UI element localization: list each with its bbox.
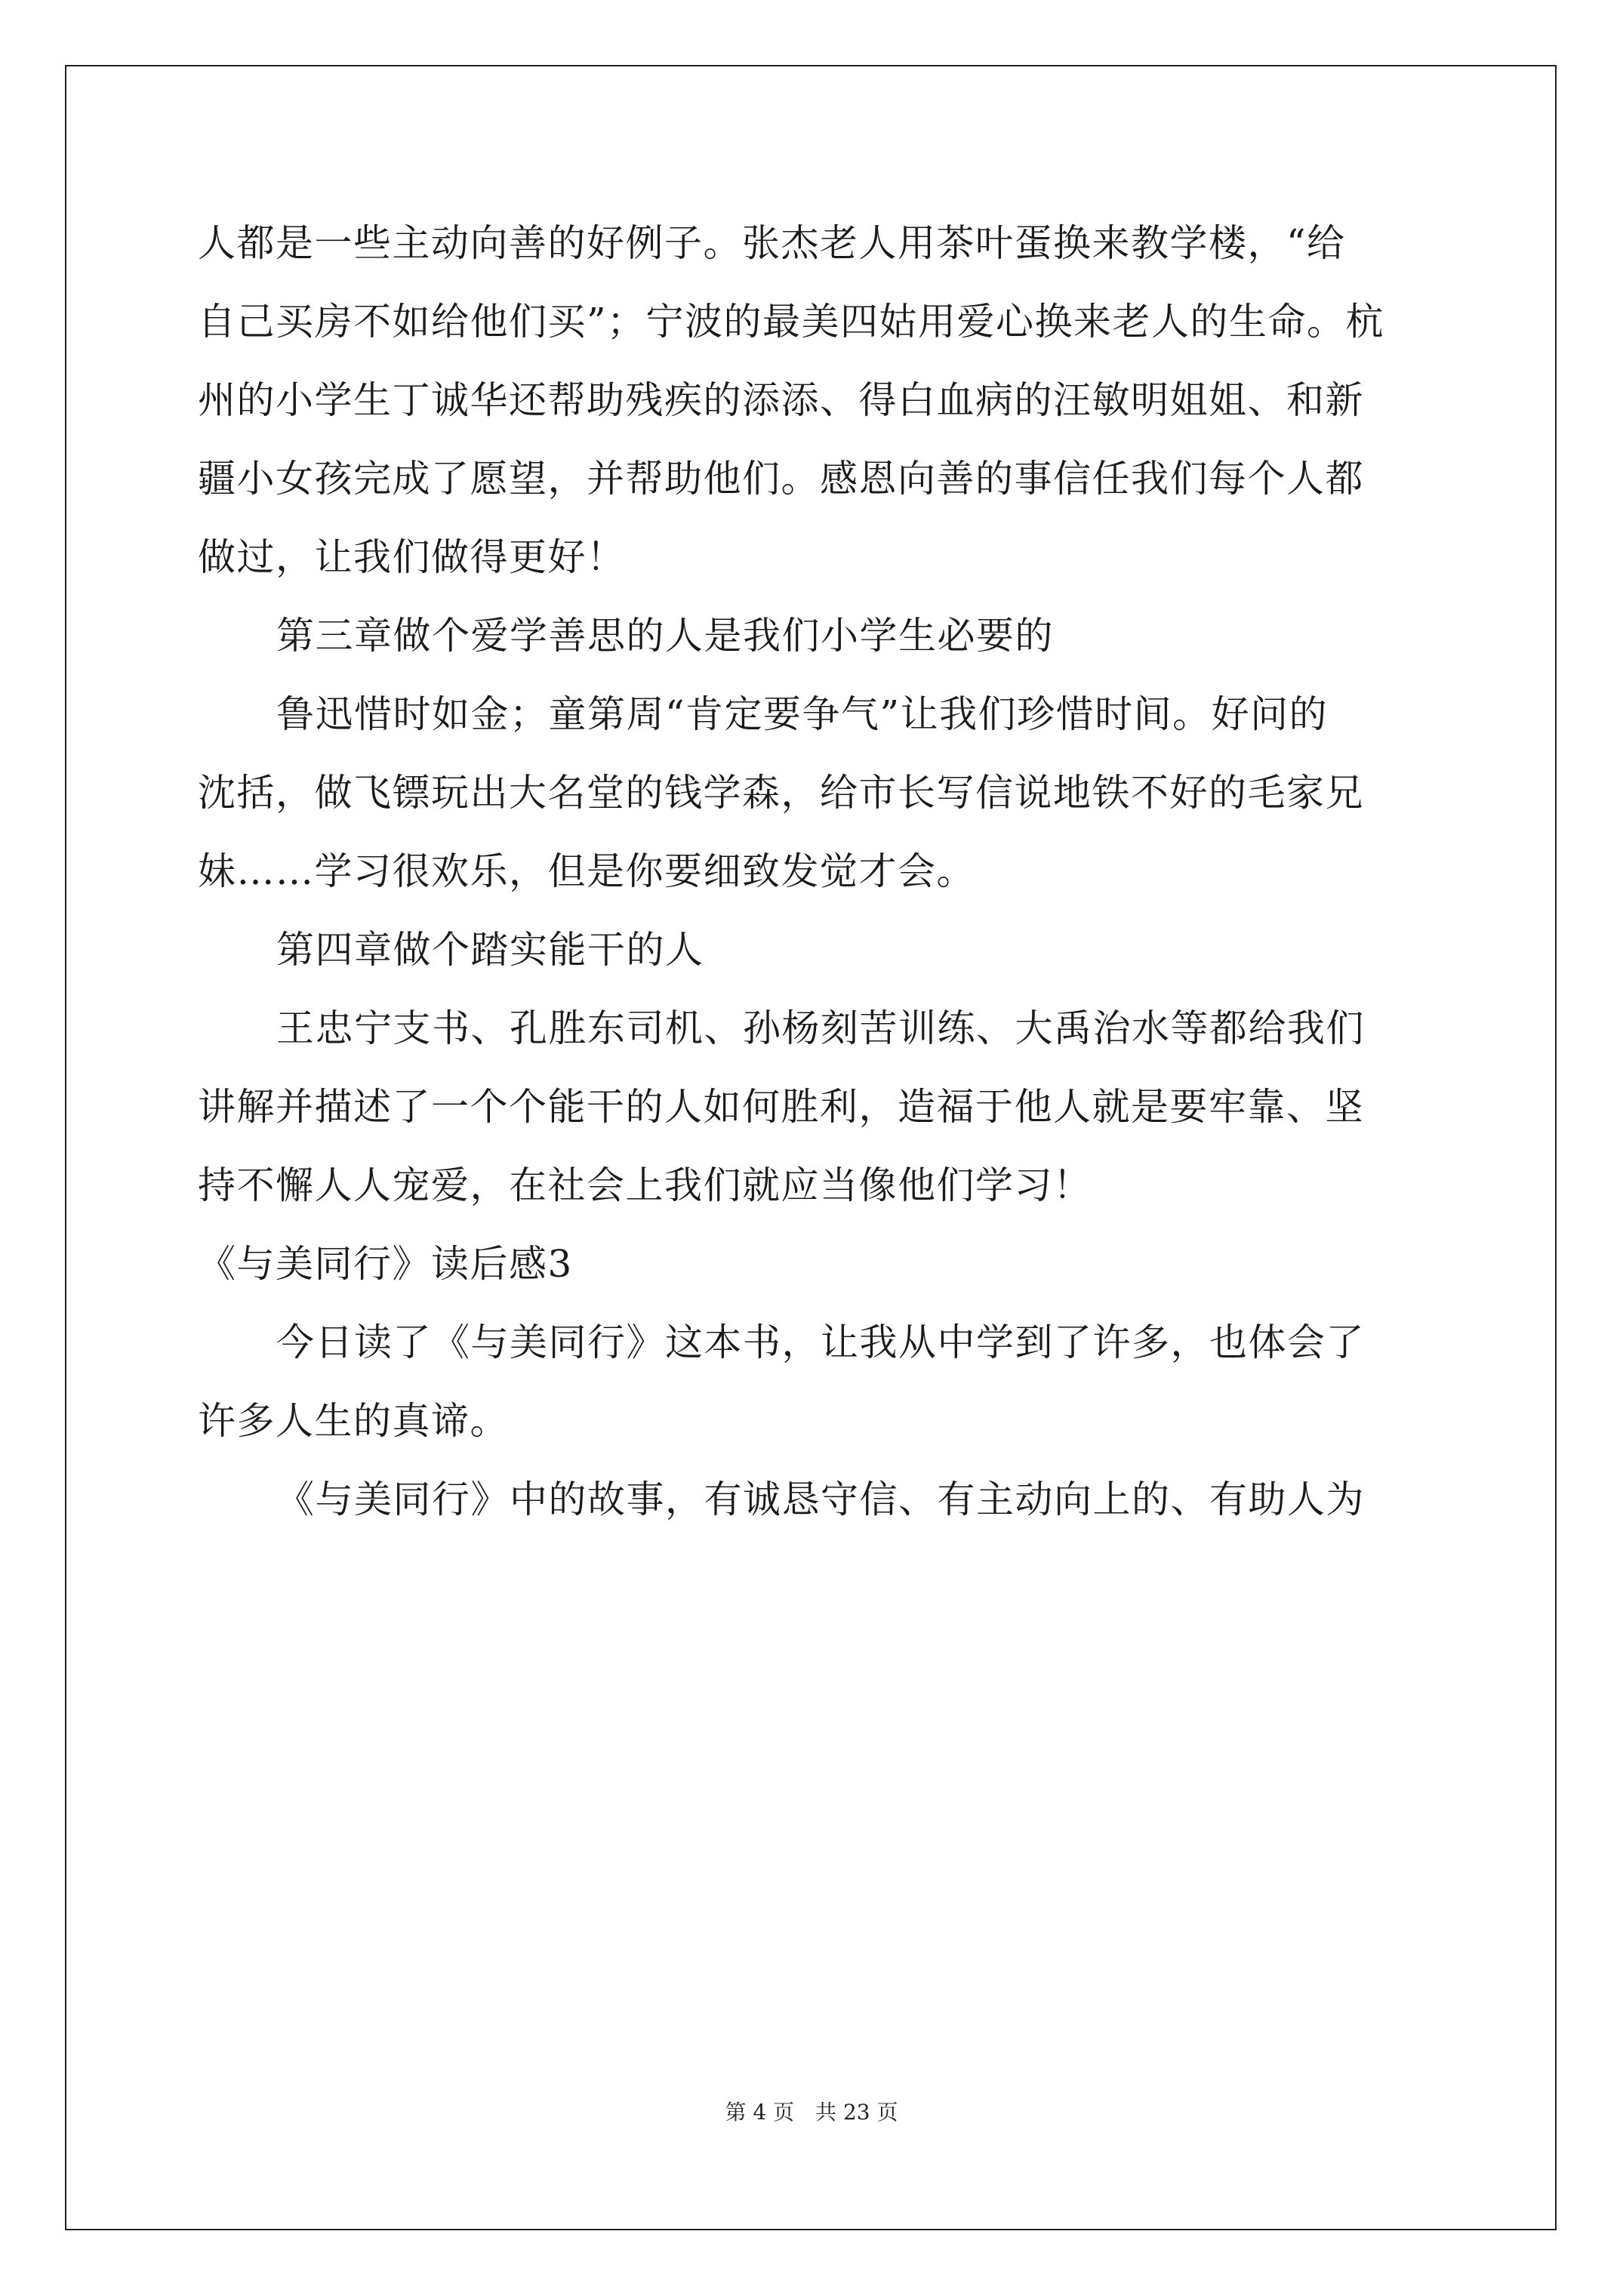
text-line-7: 鲁迅惜时如金；童第周“肯定要争气”让我们珍惜时间。好问的 xyxy=(276,692,1329,736)
text-line-12: 讲解并描述了一个个能干的人如何胜利，造福于他人就是要牢靠、坚 xyxy=(198,1085,1364,1129)
text-line-8: 沈括，做飞镖玩出大名堂的钱学森，给市长写信说地铁不好的毛家兄 xyxy=(198,771,1364,815)
text-line-9: 妹……学习很欢乐，但是你要细致发觉才会。 xyxy=(198,849,975,893)
text-line-11: 王忠宁支书、孔胜东司机、孙杨刻苦训练、大禹治水等都给我们 xyxy=(276,1006,1365,1050)
text-line-4: 疆小女孩完成了愿望，并帮助他们。感恩向善的事信任我们每个人都 xyxy=(198,457,1364,501)
page-number-footer: 第 4 页 共 23 页 xyxy=(725,2100,898,2125)
chapter-4-heading: 第四章做个踏实能干的人 xyxy=(276,928,704,972)
text-line-17: 《与美同行》中的故事，有诚恳守信、有主动向上的、有助人为 xyxy=(276,1478,1365,1521)
document-body xyxy=(198,204,1436,1539)
text-line-16: 许多人生的真谛。 xyxy=(198,1399,509,1443)
text-line-5: 做过，让我们做得更好！ xyxy=(198,535,626,579)
text-line-2: 自己买房不如给他们买”；宁波的最美四姑用爱心换来老人的生命。杭 xyxy=(198,300,1385,344)
chapter-3-heading: 第三章做个爱学善思的人是我们小学生必要的 xyxy=(276,614,1054,658)
text-line-15: 今日读了《与美同行》这本书，让我从中学到了许多，也体会了 xyxy=(276,1321,1365,1364)
text-line-1: 人都是一些主动向善的好例子。张杰老人用茶叶蛋换来教学楼，“给 xyxy=(198,221,1346,265)
text-line-13: 持不懈人人宠爱，在社会上我们就应当像他们学习！ xyxy=(198,1163,1092,1207)
section-title: 《与美同行》读后感3 xyxy=(198,1242,573,1286)
text-line-3: 州的小学生丁诚华还帮助残疾的添添、得白血病的汪敏明姐姐、和新 xyxy=(198,378,1364,422)
